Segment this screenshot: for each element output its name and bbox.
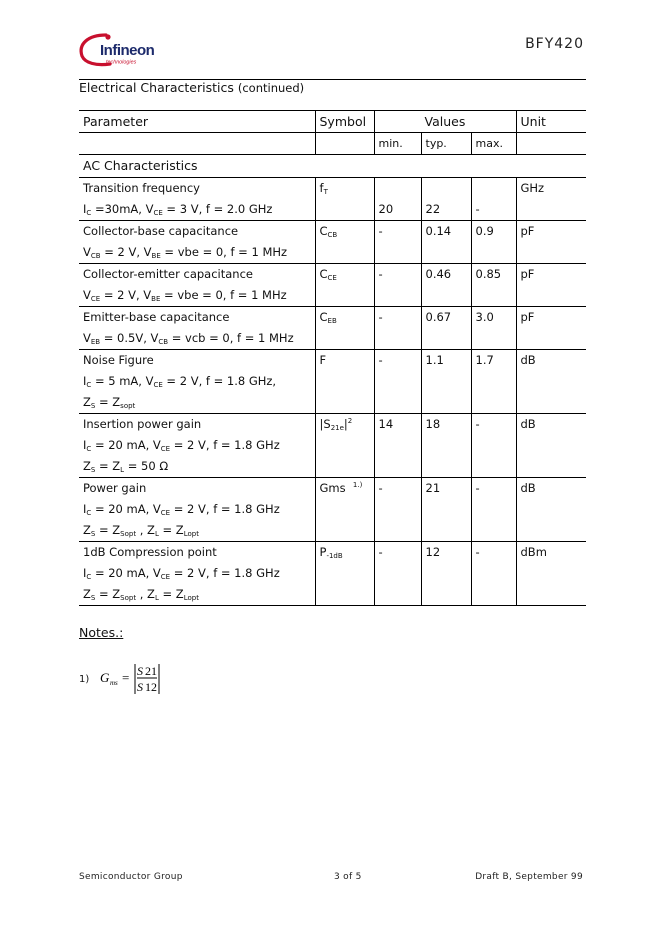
notes-title: Notes.: bbox=[79, 625, 124, 640]
group-title: AC Characteristics bbox=[79, 155, 586, 178]
svg-text:S: S bbox=[137, 680, 143, 694]
section-title: Electrical Characteristics (continued) bbox=[79, 80, 305, 95]
parameter-conditions: $I_C = 20$ mA, $V_{CE} = 2$ V, f = 1.8 GHz bbox=[83, 566, 280, 581]
table-row bbox=[79, 542, 586, 606]
parameter-conditions: $I_C = 20$ mA, $V_{CE} = 2$ V, f = 1.8 GHz bbox=[83, 502, 280, 517]
typ-cell: 1.1 bbox=[421, 350, 471, 414]
header-max: max. bbox=[471, 133, 516, 155]
parameter-cell bbox=[79, 221, 315, 264]
min-cell: 14 bbox=[374, 414, 421, 478]
min-cell: 20 bbox=[374, 178, 421, 221]
parameter-cell bbox=[79, 478, 315, 542]
svg-text:12: 12 bbox=[145, 680, 157, 694]
typ-cell: 18 bbox=[421, 414, 471, 478]
min-cell: - bbox=[374, 350, 421, 414]
table-row bbox=[79, 221, 586, 264]
symbol-cell: $C_{EB}$ bbox=[315, 307, 374, 350]
parameter-cell bbox=[79, 350, 315, 414]
symbol-cell: $|S_{21e}|^2$ bbox=[315, 414, 374, 478]
max-cell: 3.0 bbox=[471, 307, 516, 350]
infineon-logo bbox=[76, 30, 180, 70]
parameter-name: Transition frequency bbox=[83, 181, 200, 195]
table-row bbox=[79, 350, 586, 414]
unit-cell: dB bbox=[516, 478, 586, 542]
table-header-row bbox=[79, 111, 586, 133]
parameter-conditions: $I_C =30mA$, $V_{CE} = 3$ V, f = 2.0 GHz bbox=[83, 202, 273, 217]
svg-text:technologies: technologies bbox=[106, 59, 137, 66]
unit-cell: pF bbox=[516, 307, 586, 350]
parameter-name: Power gain bbox=[83, 481, 147, 495]
max-cell: 0.9 bbox=[471, 221, 516, 264]
table-row bbox=[79, 414, 586, 478]
parameter-cell bbox=[79, 542, 315, 606]
max-cell: - bbox=[471, 178, 516, 221]
symbol-cell: Gms $^{1.)}$ bbox=[315, 478, 374, 542]
subheader-empty bbox=[516, 133, 586, 155]
min-cell: - bbox=[374, 221, 421, 264]
footer-company: Semiconductor Group bbox=[79, 872, 183, 882]
gms-formula bbox=[100, 660, 170, 696]
parameter-conditions: $Z_S = Z_{Sopt}$ , $Z_L = Z_{Lopt}$ bbox=[83, 587, 199, 602]
table-row bbox=[79, 307, 586, 350]
max-cell: - bbox=[471, 478, 516, 542]
symbol-cell: $C_{CB}$ bbox=[315, 221, 374, 264]
svg-text:Infineon: Infineon bbox=[100, 42, 155, 59]
electrical-characteristics-table bbox=[79, 110, 586, 606]
parameter-conditions: $I_C = 5$ mA, $V_{CE} = 2$ V, f = 1.8 GHz, bbox=[83, 374, 277, 389]
footnote-marker: 1) bbox=[79, 674, 90, 685]
parameter-name: Collector-base capacitance bbox=[83, 224, 239, 238]
typ-cell: 12 bbox=[421, 542, 471, 606]
parameter-name: Collector-emitter capacitance bbox=[83, 267, 253, 281]
svg-text:=: = bbox=[122, 670, 130, 685]
unit-cell: dBm bbox=[516, 542, 586, 606]
parameter-conditions: $I_C = 20$ mA, $V_{CE} = 2$ V, f = 1.8 GHz bbox=[83, 438, 280, 453]
parameter-conditions: $Z_S = Z_{sopt}$ bbox=[83, 395, 136, 410]
symbol-cell: $C_{CE}$ bbox=[315, 264, 374, 307]
unit-cell: GHz bbox=[516, 178, 586, 221]
parameter-name: 1dB Compression point bbox=[83, 545, 217, 559]
document-id: BFY420 bbox=[525, 36, 584, 52]
parameter-name: Insertion power gain bbox=[83, 417, 202, 431]
group-row bbox=[79, 155, 586, 178]
svg-text:S: S bbox=[137, 664, 143, 678]
footer-draft-date: Draft B, September 99 bbox=[475, 872, 583, 882]
min-cell: - bbox=[374, 307, 421, 350]
symbol-cell: $P_{-1dB}$ bbox=[315, 542, 374, 606]
symbol-cell: F bbox=[315, 350, 374, 414]
continued-label: (continued) bbox=[237, 81, 305, 95]
svg-text:21: 21 bbox=[145, 664, 157, 678]
min-cell: - bbox=[374, 478, 421, 542]
header-unit: Unit bbox=[516, 111, 586, 133]
subheader-empty bbox=[315, 133, 374, 155]
svg-text:ms: ms bbox=[110, 679, 118, 687]
header-values: Values bbox=[374, 111, 516, 133]
parameter-cell bbox=[79, 414, 315, 478]
unit-cell: dB bbox=[516, 350, 586, 414]
table-row bbox=[79, 178, 586, 221]
parameter-conditions: $V_{CE} = 2$ V, $V_{BE}$ = vbe = 0, f = 1 MHz bbox=[83, 288, 287, 303]
symbol-cell: $f_T$ bbox=[315, 178, 374, 221]
max-cell: 1.7 bbox=[471, 350, 516, 414]
parameter-cell bbox=[79, 307, 315, 350]
header-typ: typ. bbox=[421, 133, 471, 155]
header-min: min. bbox=[374, 133, 421, 155]
unit-cell: dB bbox=[516, 414, 586, 478]
typ-cell: 0.46 bbox=[421, 264, 471, 307]
max-cell: - bbox=[471, 542, 516, 606]
min-cell: - bbox=[374, 542, 421, 606]
typ-cell: 22 bbox=[421, 178, 471, 221]
parameter-name: Noise Figure bbox=[83, 353, 154, 367]
header-parameter: Parameter bbox=[79, 111, 315, 133]
parameter-conditions: $V_{EB} = 0.5V$, $V_{CB}$ = vcb = 0, f = 1 MHz bbox=[83, 331, 294, 346]
parameter-conditions: $V_{CB} = 2$ V, $V_{BE}$ = vbe = 0, f = 1 MHz bbox=[83, 245, 288, 260]
parameter-name: Emitter-base capacitance bbox=[83, 310, 230, 324]
header-symbol: Symbol bbox=[315, 111, 374, 133]
typ-cell: 0.67 bbox=[421, 307, 471, 350]
parameter-cell bbox=[79, 178, 315, 221]
table-row bbox=[79, 264, 586, 307]
table-subheader-row bbox=[79, 133, 586, 155]
typ-cell: 21 bbox=[421, 478, 471, 542]
max-cell: - bbox=[471, 414, 516, 478]
unit-cell: pF bbox=[516, 221, 586, 264]
typ-cell: 0.14 bbox=[421, 221, 471, 264]
parameter-cell bbox=[79, 264, 315, 307]
footer-page-number: 3 of 5 bbox=[334, 872, 362, 882]
table-row bbox=[79, 478, 586, 542]
subheader-empty bbox=[79, 133, 315, 155]
svg-text:G: G bbox=[100, 670, 110, 685]
parameter-conditions: $Z_S = Z_L = 50$ Ω bbox=[83, 459, 169, 474]
max-cell: 0.85 bbox=[471, 264, 516, 307]
unit-cell: pF bbox=[516, 264, 586, 307]
parameter-conditions: $Z_S = Z_{Sopt}$ , $Z_L = Z_{Lopt}$ bbox=[83, 523, 199, 538]
min-cell: - bbox=[374, 264, 421, 307]
